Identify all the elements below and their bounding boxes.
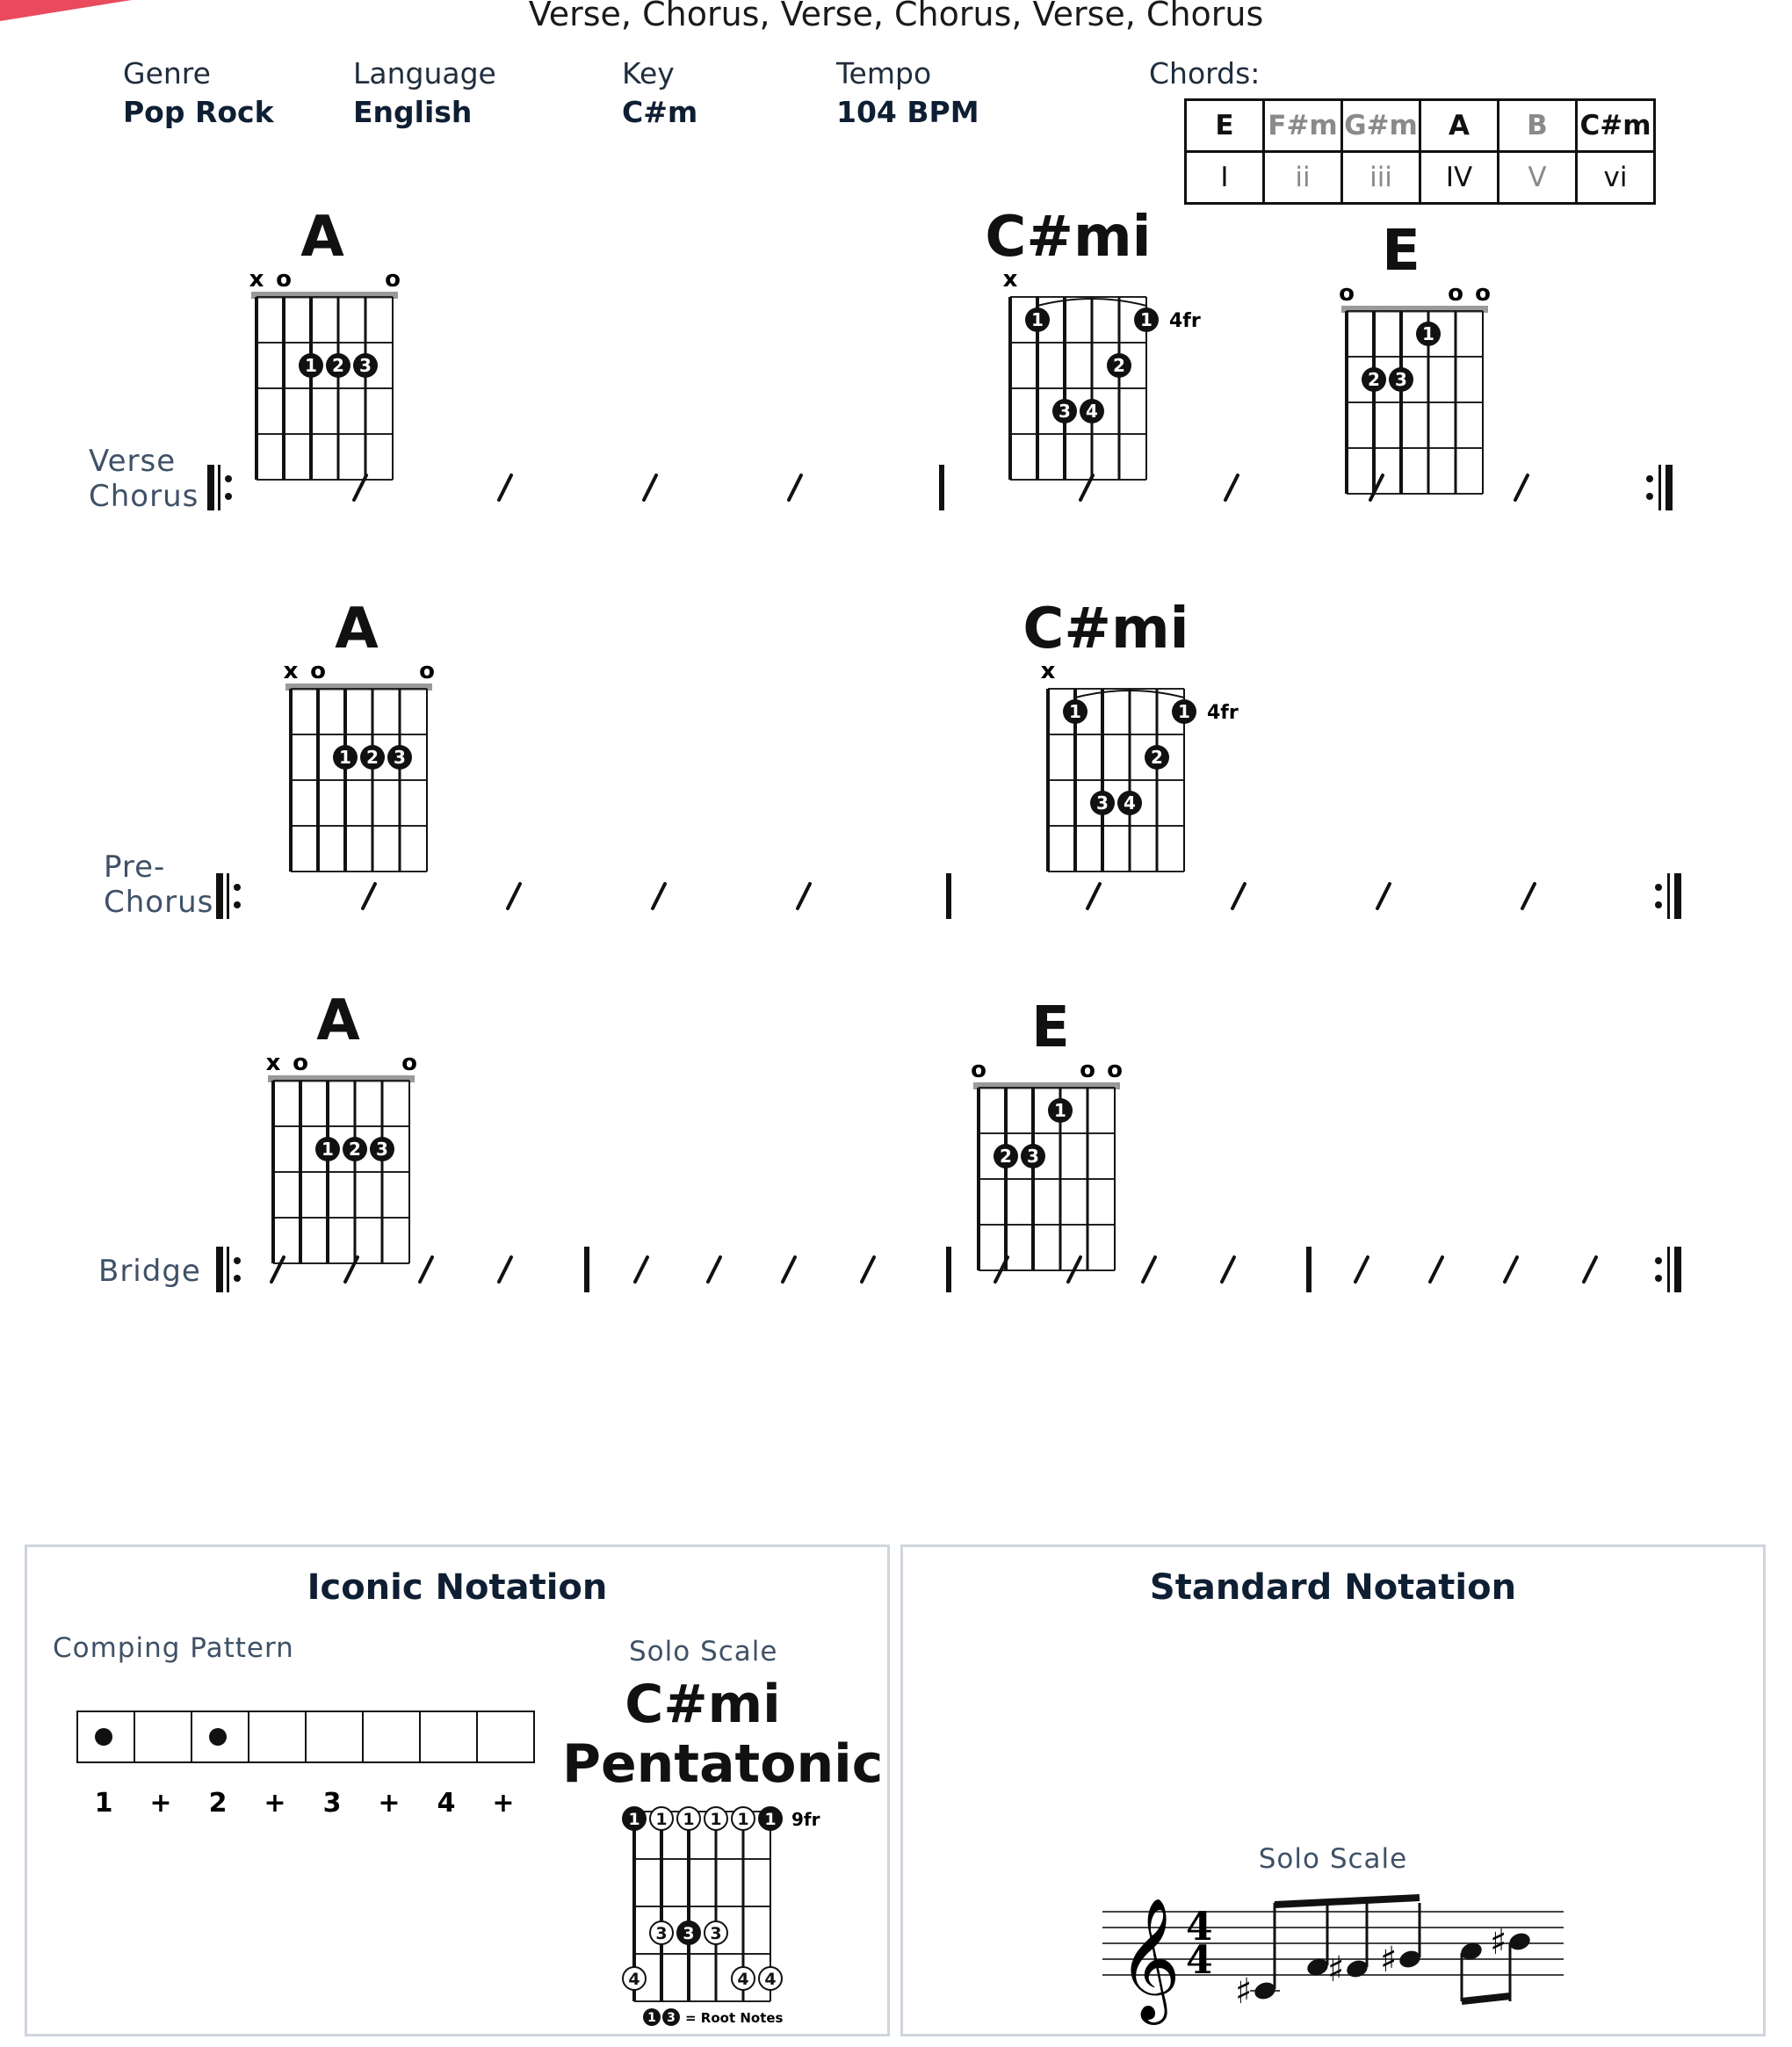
scale-name: [562, 1674, 884, 1795]
repeat-end-thin: [1667, 1247, 1670, 1292]
beat-slash: [862, 1257, 874, 1282]
comping-cell: [134, 1711, 191, 1762]
chord-name: A: [335, 597, 379, 662]
beat-slash: [354, 475, 366, 500]
standard-notation-staff: [1102, 1880, 1568, 2021]
string-marker: o: [385, 266, 401, 293]
beat-slash: [499, 475, 511, 500]
beat-slash: [1522, 884, 1535, 908]
string-marker: o: [1475, 280, 1491, 307]
chord-key-numeral: V: [1499, 152, 1577, 204]
scale-note-number: 1: [683, 1810, 695, 1829]
finger-number: 3: [394, 747, 406, 768]
repeat-dot: [234, 1275, 241, 1282]
sharp-accidental: ♯: [1380, 1940, 1398, 1980]
chord-key-name: F#m: [1264, 100, 1342, 152]
chord-name: C#mi: [985, 205, 1152, 270]
chord-key-numeral: vi: [1577, 152, 1655, 204]
scale-note-number: 3: [710, 1924, 722, 1943]
finger-number: 1: [1054, 1100, 1066, 1121]
rhythm-staff: [0, 865, 1792, 927]
finger-number: 3: [359, 355, 372, 376]
comping-pattern-grid: [74, 1708, 548, 1822]
chord-name: A: [316, 988, 360, 1053]
bar-line: [946, 873, 951, 919]
beat-slash: [1143, 1257, 1155, 1282]
repeat-dot: [225, 475, 232, 482]
rhythm-staff: [0, 457, 1792, 518]
repeat-end-thick: [1666, 465, 1673, 510]
finger-number: 2: [366, 747, 379, 768]
language-label: Language: [353, 56, 496, 90]
scale-note-number: 1: [710, 1810, 722, 1829]
finger-number: 3: [1059, 401, 1071, 422]
solo-scale-diagram: [615, 1799, 843, 1989]
scale-note-number: 3: [655, 1924, 668, 1943]
standard-notation-title: Standard Notation: [1149, 1567, 1517, 1608]
finger-number: 1: [1178, 701, 1190, 722]
finger-number: 3: [1395, 369, 1407, 390]
chord-key-numeral: IV: [1420, 152, 1499, 204]
finger-number: 1: [1140, 309, 1153, 330]
comping-pattern-label: Comping Pattern: [53, 1632, 294, 1664]
comping-cell: [420, 1711, 477, 1762]
string-marker: o: [419, 658, 435, 684]
string-marker: o: [1339, 280, 1355, 307]
sharp-accidental: ♯: [1327, 1949, 1345, 1990]
chord-diagram-a: [230, 264, 432, 466]
repeat-dot: [234, 1257, 241, 1264]
chord-key-numeral: iii: [1342, 152, 1420, 204]
key-label: Key: [622, 56, 675, 90]
chord-key-name: E: [1186, 100, 1264, 152]
tempo-value: 104 BPM: [836, 95, 979, 129]
finger-number: 1: [1031, 309, 1044, 330]
beat-slash: [1355, 1257, 1368, 1282]
solo-scale-label: Solo Scale: [629, 1636, 778, 1667]
chord-key-table: [1184, 98, 1656, 205]
beat-label: 1: [94, 1788, 113, 1819]
scale-note-number: 4: [764, 1970, 777, 1989]
treble-clef-icon: 𝄞: [1118, 1898, 1181, 2020]
finger-number: 1: [322, 1139, 334, 1160]
string-marker: o: [971, 1057, 986, 1083]
comping-hit: [209, 1728, 227, 1746]
repeat-end-thin: [1667, 873, 1670, 919]
scale-note-number: 3: [683, 1924, 695, 1943]
beat-slash: [1068, 1257, 1080, 1282]
scale-note-number: 1: [628, 1810, 640, 1829]
chord-key-numerals-row: [1186, 152, 1655, 204]
chord-key-name: B: [1499, 100, 1577, 152]
string-marker: o: [310, 658, 326, 684]
section-label-line: Pre-: [104, 850, 166, 885]
beat-slash: [995, 1257, 1008, 1282]
repeat-dot: [225, 493, 232, 500]
beat-label: 2: [208, 1788, 228, 1819]
root-notes-legend: [641, 2005, 817, 2031]
bar-line: [1306, 1247, 1311, 1292]
tempo-label: Tempo: [836, 56, 932, 90]
chord-diagram-a: [264, 655, 466, 857]
beat-label: +: [149, 1788, 172, 1819]
repeat-dot: [1655, 1257, 1662, 1264]
beat-label: +: [264, 1788, 286, 1819]
finger-number: 2: [332, 355, 344, 376]
repeat-start-thin: [227, 873, 229, 919]
repeat-dot: [1655, 901, 1662, 908]
standard-solo-scale-label: Solo Scale: [1258, 1843, 1408, 1875]
fret-label: 4fr: [1169, 310, 1201, 332]
beat-slash: [798, 884, 810, 908]
beat-slash: [499, 1257, 511, 1282]
scale-name-line: Pentatonic: [562, 1733, 884, 1795]
sharp-accidental: ♯: [1235, 1971, 1253, 2012]
repeat-dot: [234, 884, 241, 891]
bar-line: [584, 1247, 589, 1292]
chords-label: Chords:: [1149, 56, 1261, 90]
chord-key-name: A: [1420, 100, 1499, 152]
time-signature-top: 4: [1186, 1905, 1213, 1949]
comping-cell: [249, 1711, 306, 1762]
repeat-dot: [1655, 884, 1662, 891]
beat-slash: [644, 475, 656, 500]
beat-slash: [363, 884, 375, 908]
root-legend-text: = Root Notes: [685, 2010, 784, 2026]
time-signature-bottom: 4: [1186, 1938, 1213, 1983]
bar-line: [939, 465, 944, 510]
finger-number: 1: [1069, 701, 1081, 722]
section-label-line: Chorus: [89, 479, 199, 514]
string-marker: o: [276, 266, 292, 293]
beat-label: +: [378, 1788, 401, 1819]
finger-number: 4: [1124, 792, 1136, 814]
repeat-start-thin: [218, 465, 220, 510]
finger-number: 3: [1027, 1146, 1039, 1167]
scale-note-number: 1: [655, 1810, 668, 1829]
scale-note-number: 1: [764, 1810, 777, 1829]
finger-number: 2: [1151, 747, 1163, 768]
genre-value: Pop Rock: [123, 95, 274, 129]
beat-slash: [1430, 1257, 1442, 1282]
chord-name: E: [1031, 995, 1070, 1060]
beat-slash: [1515, 475, 1528, 500]
chord-diagram-e: [952, 1054, 1154, 1256]
beat-slash: [1080, 475, 1093, 500]
beat-slash: [708, 1257, 720, 1282]
repeat-dot: [1655, 1275, 1662, 1282]
chord-key-numeral: I: [1186, 152, 1264, 204]
comping-cell: [306, 1711, 363, 1762]
comping-cell: [363, 1711, 420, 1762]
string-marker: x: [1002, 266, 1018, 293]
beat-slash: [271, 1257, 284, 1282]
finger-number: 3: [1096, 792, 1109, 814]
root-legend-number: 1: [647, 2011, 656, 2025]
beat-slash: [1087, 884, 1100, 908]
beat-slash: [783, 1257, 795, 1282]
chord-key-names-row: [1186, 100, 1655, 152]
finger-number: 1: [305, 355, 317, 376]
string-marker: o: [293, 1050, 308, 1076]
scale-name-line: C#mi: [625, 1674, 781, 1735]
comping-cell: [477, 1711, 534, 1762]
language-value: English: [353, 95, 473, 129]
scale-note-number: 4: [628, 1970, 640, 1989]
section-label-line: Verse: [89, 444, 177, 479]
chord-name: E: [1382, 219, 1420, 284]
repeat-start-thick: [216, 1247, 223, 1292]
repeat-end-thin: [1658, 465, 1661, 510]
repeat-dot: [234, 901, 241, 908]
repeat-start-thick: [216, 873, 223, 919]
beat-label: +: [492, 1788, 515, 1819]
string-marker: o: [1448, 280, 1463, 307]
beat-slash: [1584, 1257, 1596, 1282]
note-beam: [1462, 1996, 1510, 2001]
string-marker: x: [283, 658, 299, 684]
scale-note-number: 1: [737, 1810, 749, 1829]
section-label-line: Chorus: [104, 885, 214, 920]
finger-number: 1: [1422, 323, 1434, 344]
scale-note-number: 4: [737, 1970, 749, 1989]
string-marker: x: [1040, 658, 1056, 684]
beat-slash: [345, 1257, 358, 1282]
note-beam: [1275, 1898, 1420, 1905]
fret-label: 4fr: [1207, 702, 1239, 724]
finger-number: 2: [1368, 369, 1380, 390]
genre-label: Genre: [123, 56, 211, 90]
string-marker: o: [401, 1050, 417, 1076]
bar-line: [946, 1247, 951, 1292]
chord-name: C#mi: [1022, 597, 1189, 662]
rhythm-staff: [0, 1239, 1792, 1300]
chord-diagram-c-sharp-minor: [1022, 655, 1239, 857]
finger-number: 4: [1086, 401, 1098, 422]
beat-slash: [653, 884, 665, 908]
finger-number: 1: [339, 747, 351, 768]
scale-fret-label: 9fr: [791, 1809, 820, 1830]
repeat-end-thick: [1674, 1247, 1681, 1292]
beat-label: 4: [437, 1788, 456, 1819]
beat-slash: [1377, 884, 1390, 908]
string-marker: x: [249, 266, 264, 293]
chord-diagram-e: [1320, 278, 1522, 480]
beat-slash: [789, 475, 801, 500]
beat-slash: [635, 1257, 647, 1282]
beat-slash: [420, 1257, 432, 1282]
repeat-start-thick: [207, 465, 214, 510]
chord-name: A: [300, 205, 344, 270]
repeat-start-thin: [227, 1247, 229, 1292]
beat-label: 3: [322, 1788, 342, 1819]
chord-diagram-c-sharp-minor: [984, 264, 1201, 466]
key-value: C#m: [622, 95, 698, 129]
string-marker: x: [265, 1050, 281, 1076]
repeat-dot: [1646, 493, 1653, 500]
chord-key-numeral: ii: [1264, 152, 1342, 204]
beat-slash: [1232, 884, 1245, 908]
section-label-line: Bridge: [98, 1254, 201, 1289]
sharp-accidental: ♯: [1490, 1922, 1507, 1963]
finger-number: 2: [349, 1139, 361, 1160]
beat-slash: [1505, 1257, 1517, 1282]
beat-slash: [508, 884, 520, 908]
repeat-dot: [1646, 475, 1653, 482]
root-legend-number: 3: [667, 2011, 676, 2025]
string-marker: o: [1107, 1057, 1123, 1083]
beat-slash: [1222, 1257, 1234, 1282]
repeat-end-thick: [1674, 873, 1681, 919]
chord-key-name: G#m: [1342, 100, 1420, 152]
beat-slash: [1370, 475, 1383, 500]
comping-hit: [95, 1728, 112, 1746]
finger-number: 3: [376, 1139, 388, 1160]
beat-slash: [1225, 475, 1238, 500]
finger-number: 2: [1000, 1146, 1012, 1167]
finger-number: 2: [1113, 355, 1125, 376]
song-structure: Verse, Chorus, Verse, Chorus, Verse, Chorus: [528, 0, 1264, 33]
chord-key-name: C#m: [1577, 100, 1655, 152]
iconic-notation-title: Iconic Notation: [307, 1567, 608, 1608]
string-marker: o: [1080, 1057, 1095, 1083]
chord-diagram-a: [247, 1047, 449, 1249]
